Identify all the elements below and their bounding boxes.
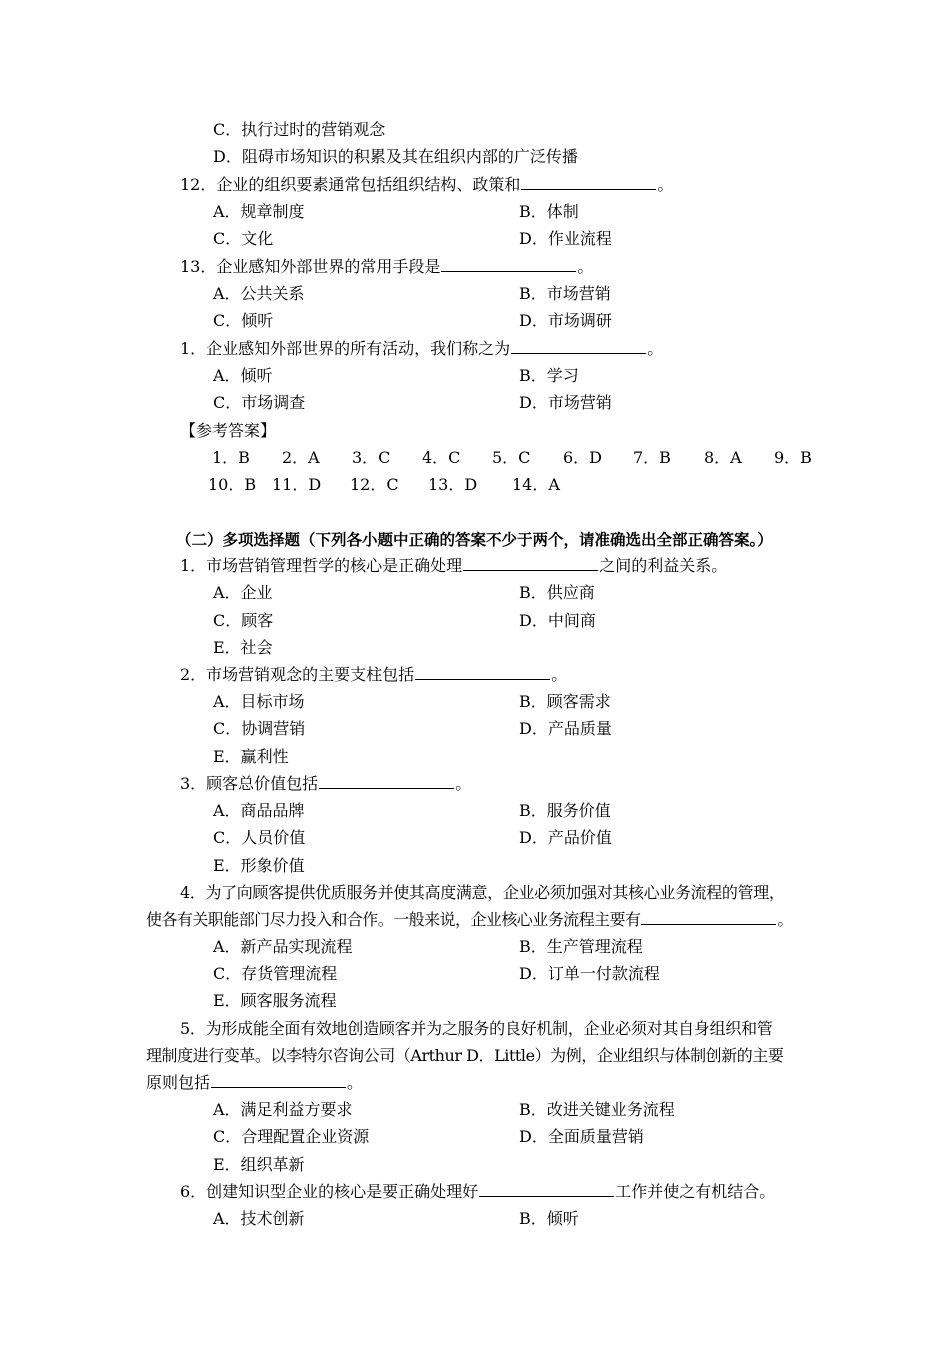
option-a: A．技术创新 <box>213 1209 305 1228</box>
option-a: A．公共关系 <box>213 284 305 303</box>
option-d: D．产品价值 <box>519 828 612 847</box>
option-c: C．市场调查 <box>213 393 306 412</box>
answer-blank <box>441 257 576 272</box>
question-13: 13．企业感知外部世界的常用手段是 。 <box>180 257 594 276</box>
option-c: C．文化 <box>213 229 274 248</box>
option-d: D．作业流程 <box>519 229 612 248</box>
option-c: C．执行过时的营销观念 <box>213 120 386 139</box>
question-6: 6．创建知识型企业的核心是要正确处理好 工作并使之有机结合。 <box>180 1182 776 1201</box>
option-c: C．合理配置企业资源 <box>213 1127 370 1146</box>
option-d: D．全面质量营销 <box>519 1127 644 1146</box>
option-d: D．市场调研 <box>519 311 612 330</box>
option-e: E．社会 <box>213 638 273 657</box>
question-5-line2: 理制度进行变革。以李特尔咨询公司（Arthur D．Little）为例，企业组织与体制创新的主要 <box>146 1046 784 1065</box>
answer-blank <box>479 1182 614 1197</box>
option-c: C．顾客 <box>213 611 274 630</box>
answer-item: 8．A <box>704 448 742 467</box>
option-a: A．满足利益方要求 <box>213 1100 353 1119</box>
option-a: A．新产品实现流程 <box>213 937 353 956</box>
answer-item: 2．A <box>282 448 320 467</box>
answer-item: 14．A <box>512 475 560 494</box>
answer-blank <box>641 910 776 925</box>
answer-blank <box>415 665 550 680</box>
option-e: E．顾客服务流程 <box>213 991 337 1010</box>
question-12: 12．企业的组织要素通常包括组织结构、政策和 。 <box>180 175 674 194</box>
option-b: B．顾客需求 <box>519 692 611 711</box>
option-d: D．产品质量 <box>519 719 612 738</box>
option-d: D．阻碍市场知识的积累及其在组织内部的广泛传播 <box>213 147 578 166</box>
option-d: D．订单一付款流程 <box>519 964 660 983</box>
option-a: A．企业 <box>213 583 273 602</box>
answer-item: 3．C <box>352 448 391 467</box>
option-d: D．市场营销 <box>519 393 612 412</box>
option-a: A．目标市场 <box>213 692 305 711</box>
answer-item: 10．B <box>208 475 257 494</box>
option-d: D．中间商 <box>519 611 596 630</box>
answer-item: 12．C <box>350 475 399 494</box>
option-c: C．协调营销 <box>213 719 306 738</box>
option-e: E．赢利性 <box>213 747 289 766</box>
option-c: C．人员价值 <box>213 828 306 847</box>
option-a: A．倾听 <box>213 366 273 385</box>
option-b: B．倾听 <box>519 1209 579 1228</box>
option-b: B．生产管理流程 <box>519 937 643 956</box>
option-a: A．商品品牌 <box>213 801 305 820</box>
question-5-line1: 5．为形成能全面有效地创造顾客并为之服务的良好机制，企业必须对其自身组织和管 <box>180 1019 773 1038</box>
question-5-line3: 原则包括 。 <box>146 1073 364 1092</box>
answer-item: 6．D <box>563 448 603 467</box>
answer-item: 5．C <box>492 448 531 467</box>
option-c: C．存货管理流程 <box>213 964 338 983</box>
section-title: （二）多项选择题（下列各小题中正确的答案不少于两个，请准确选出全部正确答案。） <box>176 530 773 549</box>
answer-blank <box>511 339 646 354</box>
question-2: 2．市场营销观念的主要支柱包括 。 <box>180 665 568 684</box>
answer-item: 7．B <box>633 448 671 467</box>
question-1: 1．市场营销管理哲学的核心是正确处理 之间的利益关系。 <box>180 556 728 575</box>
answer-blank <box>521 175 656 190</box>
question-3: 3．顾客总价值包括 。 <box>180 774 472 793</box>
answer-item: 4．C <box>422 448 461 467</box>
answers-header: 【参考答案】 <box>180 421 277 440</box>
option-b: B．体制 <box>519 202 579 221</box>
option-e: E．形象价值 <box>213 856 305 875</box>
option-b: B．改进关键业务流程 <box>519 1100 675 1119</box>
answer-blank <box>211 1073 346 1088</box>
option-b: B．供应商 <box>519 583 595 602</box>
answer-item: 11．D <box>272 475 322 494</box>
answer-blank <box>319 774 454 789</box>
option-a: A．规章制度 <box>213 202 305 221</box>
option-c: C．倾听 <box>213 311 274 330</box>
question-4-line1: 4．为了向顾客提供优质服务并使其高度满意，企业必须加强对其核心业务流程的管理， <box>180 883 785 902</box>
answer-item: 1．B <box>212 448 250 467</box>
question-1-single: 1．企业感知外部世界的所有活动，我们称之为 。 <box>180 339 664 358</box>
option-b: B．学习 <box>519 366 579 385</box>
option-b: B．服务价值 <box>519 801 611 820</box>
question-4-line2: 使各有关职能部门尽力投入和合作。一般来说，企业核心业务流程主要有 。 <box>146 910 793 929</box>
option-b: B．市场营销 <box>519 284 611 303</box>
answer-item: 9．B <box>774 448 812 467</box>
answer-item: 13．D <box>428 475 478 494</box>
option-e: E．组织革新 <box>213 1155 305 1174</box>
answer-blank <box>463 556 598 571</box>
